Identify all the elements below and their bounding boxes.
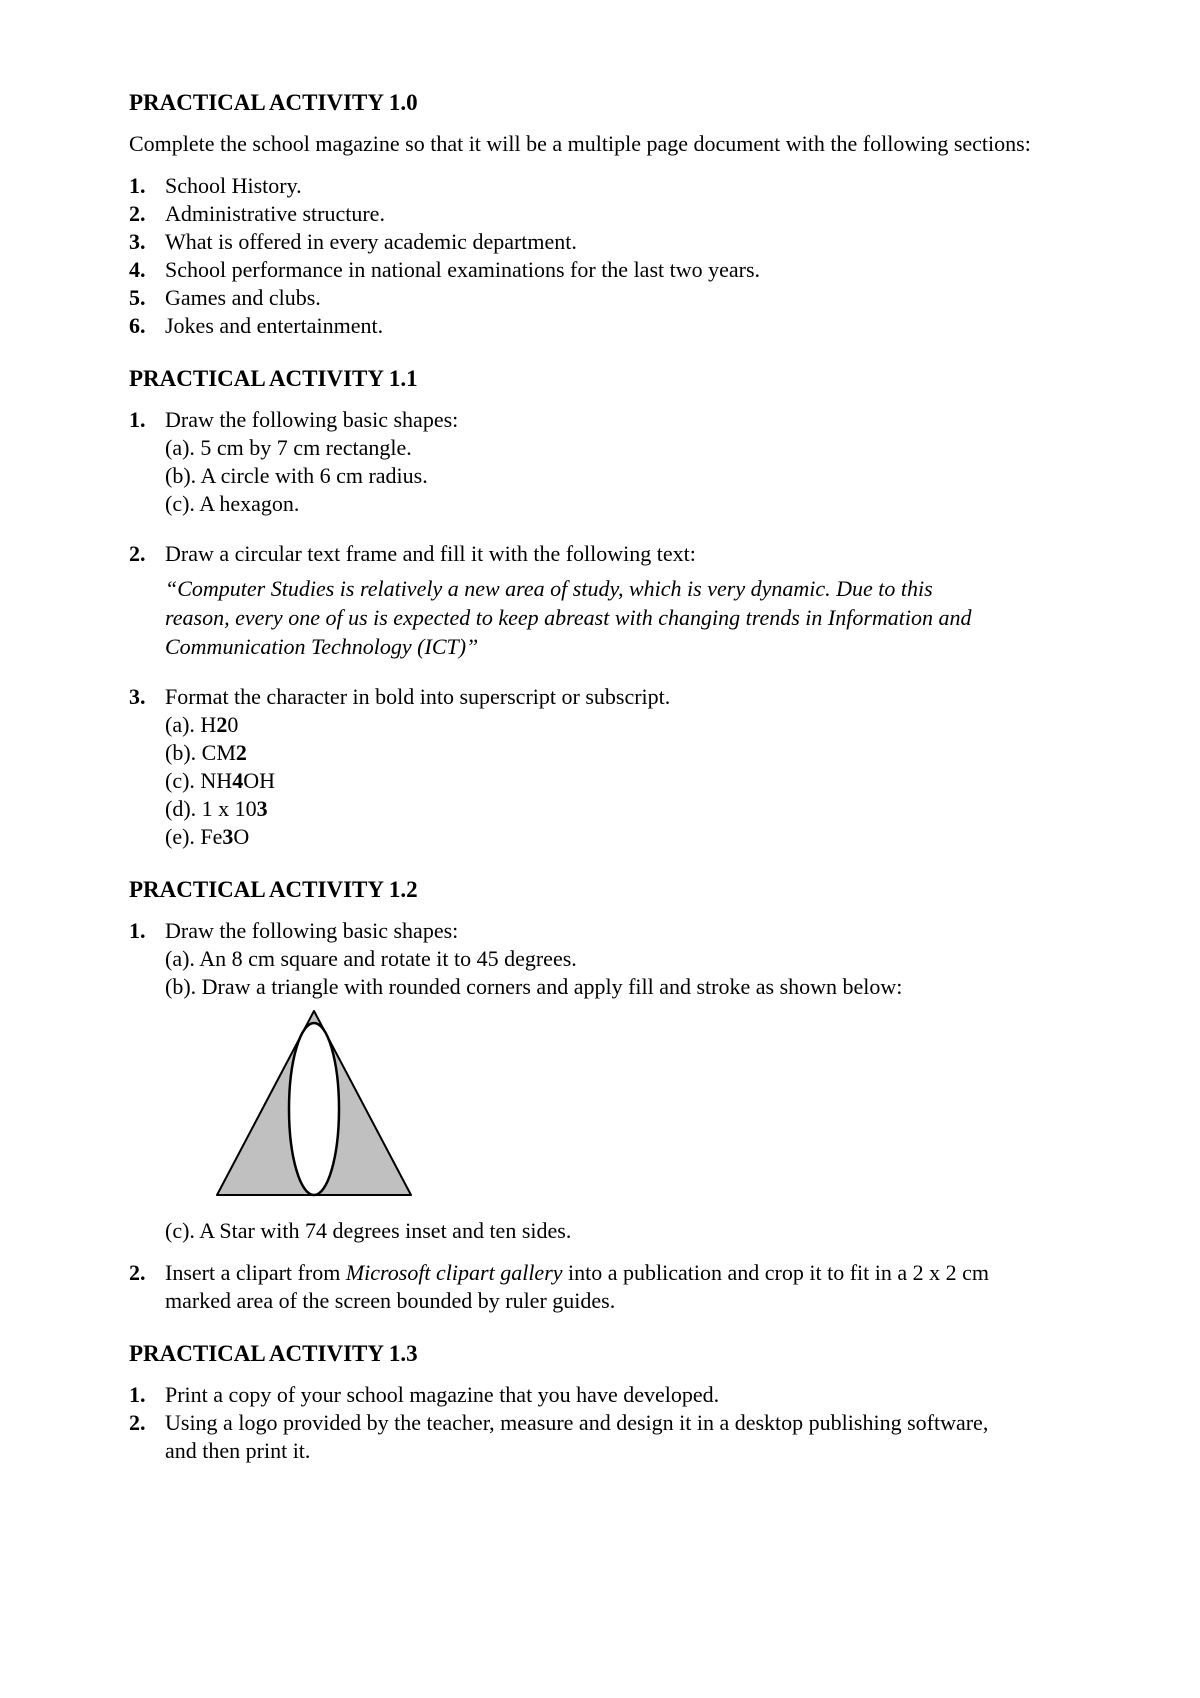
sub-label: (c).	[165, 491, 195, 516]
formula-bold-char: 3	[256, 796, 268, 821]
question-number: 1.	[129, 407, 146, 432]
list-number: 5.	[129, 285, 146, 310]
triangle-with-ellipse-drawing	[209, 1005, 419, 1201]
sub-label: (b).	[165, 740, 197, 765]
formula-part: 1 x 10	[201, 796, 257, 821]
question-text-line	[165, 1259, 1089, 1287]
sections-list	[129, 172, 1089, 340]
sub-text: An 8 cm square and rotate it to 45 degrees.	[199, 946, 577, 971]
list-item	[129, 200, 1089, 228]
activity-1-1	[129, 364, 1089, 851]
sub-item	[129, 973, 1089, 1001]
quote-block	[129, 574, 1089, 661]
ellipse-shape	[289, 1023, 339, 1195]
formula-part: NH	[200, 768, 233, 793]
list-item	[129, 312, 1089, 340]
question-number: 2.	[129, 1260, 146, 1285]
sub-item	[129, 795, 1089, 823]
list-number: 2.	[129, 201, 146, 226]
document-page	[129, 88, 1089, 1465]
triangle-figure	[209, 1005, 419, 1201]
formula-part: O	[233, 824, 250, 849]
formula-bold-char: 2	[235, 740, 247, 765]
list-item	[129, 172, 1089, 200]
activity-intro: Complete the school magazine so that it will be a multiple page document with the following sections:	[129, 131, 1031, 156]
question-number: 3.	[129, 684, 146, 709]
activity-1-3	[129, 1339, 1089, 1465]
question-item	[129, 1259, 1089, 1315]
sub-item	[129, 711, 1089, 739]
sub-text: A hexagon.	[199, 491, 300, 516]
sub-label: (e).	[165, 824, 195, 849]
list-text: What is offered in every academic department.	[165, 229, 577, 254]
list-item	[129, 228, 1089, 256]
question-text: Draw the following basic shapes:	[165, 407, 459, 432]
question-number: 2.	[129, 541, 146, 566]
formula-part: 0	[227, 712, 239, 737]
sub-item	[129, 767, 1089, 795]
sub-label: (a).	[165, 435, 195, 460]
sub-item	[129, 823, 1089, 851]
quote-line: “Computer Studies is relatively a new area of study, which is very dynamic. Due to this	[165, 576, 933, 601]
italic-term: Microsoft clipart gallery	[345, 1260, 563, 1285]
sub-label: (b).	[165, 974, 197, 999]
question-text: Using a logo provided by the teacher, measure and design it in a desktop publishing software,	[165, 1410, 989, 1435]
text-part: Insert a clipart from	[165, 1260, 346, 1285]
question-number: 1.	[129, 918, 146, 943]
list-number: 4.	[129, 257, 146, 282]
question-item	[129, 1381, 1089, 1409]
text-part: into a publication and crop it to fit in a 2 x 2 cm	[562, 1260, 989, 1285]
sub-item	[129, 1217, 1089, 1245]
activity-heading: PRACTICAL ACTIVITY 1.3	[129, 1341, 418, 1366]
list-text: Games and clubs.	[165, 285, 321, 310]
question-item	[129, 406, 1089, 518]
list-item	[129, 284, 1089, 312]
formula-bold-char: 3	[222, 824, 234, 849]
quote-line: Communication Technology (ICT)”	[165, 634, 479, 659]
quote-line: reason, every one of us is expected to keep abreast with changing trends in Information and	[165, 605, 972, 630]
sub-label: (a).	[165, 946, 195, 971]
sub-text: A Star with 74 degrees inset and ten sides.	[199, 1218, 572, 1243]
list-number: 3.	[129, 229, 146, 254]
activity-1-2	[129, 875, 1089, 1315]
question-text: Draw a circular text frame and fill it with the following text:	[165, 541, 696, 566]
sub-text: A circle with 6 cm radius.	[200, 463, 428, 488]
activity-1-0	[129, 88, 1089, 340]
formula-part: OH	[243, 768, 275, 793]
formula-part: CM	[201, 740, 236, 765]
list-number: 6.	[129, 313, 146, 338]
sub-label: (d).	[165, 796, 197, 821]
list-number: 1.	[129, 173, 146, 198]
sub-label: (c).	[165, 768, 195, 793]
question-number: 1.	[129, 1382, 146, 1407]
list-text: School performance in national examinations for the last two years.	[165, 257, 761, 282]
question-item	[129, 540, 1089, 661]
formula-bold-char: 4	[232, 768, 244, 793]
question-item	[129, 683, 1089, 851]
list-item	[129, 256, 1089, 284]
question-text-continuation: marked area of the screen bounded by ruler guides.	[165, 1288, 616, 1313]
sub-label: (a).	[165, 712, 195, 737]
formula-bold-char: 2	[216, 712, 228, 737]
formula-part: H	[200, 712, 217, 737]
question-text: Draw the following basic shapes:	[165, 918, 459, 943]
sub-item	[129, 434, 1089, 462]
sub-item	[129, 739, 1089, 767]
list-text: School History.	[165, 173, 302, 198]
formula-part: Fe	[200, 824, 223, 849]
sub-label: (b).	[165, 463, 197, 488]
sub-item	[129, 490, 1089, 518]
question-item	[129, 1409, 1089, 1465]
sub-text: 5 cm by 7 cm rectangle.	[200, 435, 412, 460]
question-text: Print a copy of your school magazine that you have developed.	[165, 1382, 720, 1407]
question-number: 2.	[129, 1410, 146, 1435]
activity-heading: PRACTICAL ACTIVITY 1.1	[129, 366, 418, 391]
sub-item	[129, 945, 1089, 973]
list-text: Administrative structure.	[165, 201, 385, 226]
question-item	[129, 917, 1089, 1245]
sub-item	[129, 462, 1089, 490]
sub-label: (c).	[165, 1218, 195, 1243]
sub-text: Draw a triangle with rounded corners and apply fill and stroke as shown below:	[201, 974, 903, 999]
question-text-continuation: and then print it.	[165, 1438, 311, 1463]
question-text: Format the character in bold into superscript or subscript.	[165, 684, 671, 709]
activity-heading: PRACTICAL ACTIVITY 1.0	[129, 90, 418, 115]
list-text: Jokes and entertainment.	[165, 313, 384, 338]
activity-heading: PRACTICAL ACTIVITY 1.2	[129, 877, 418, 902]
